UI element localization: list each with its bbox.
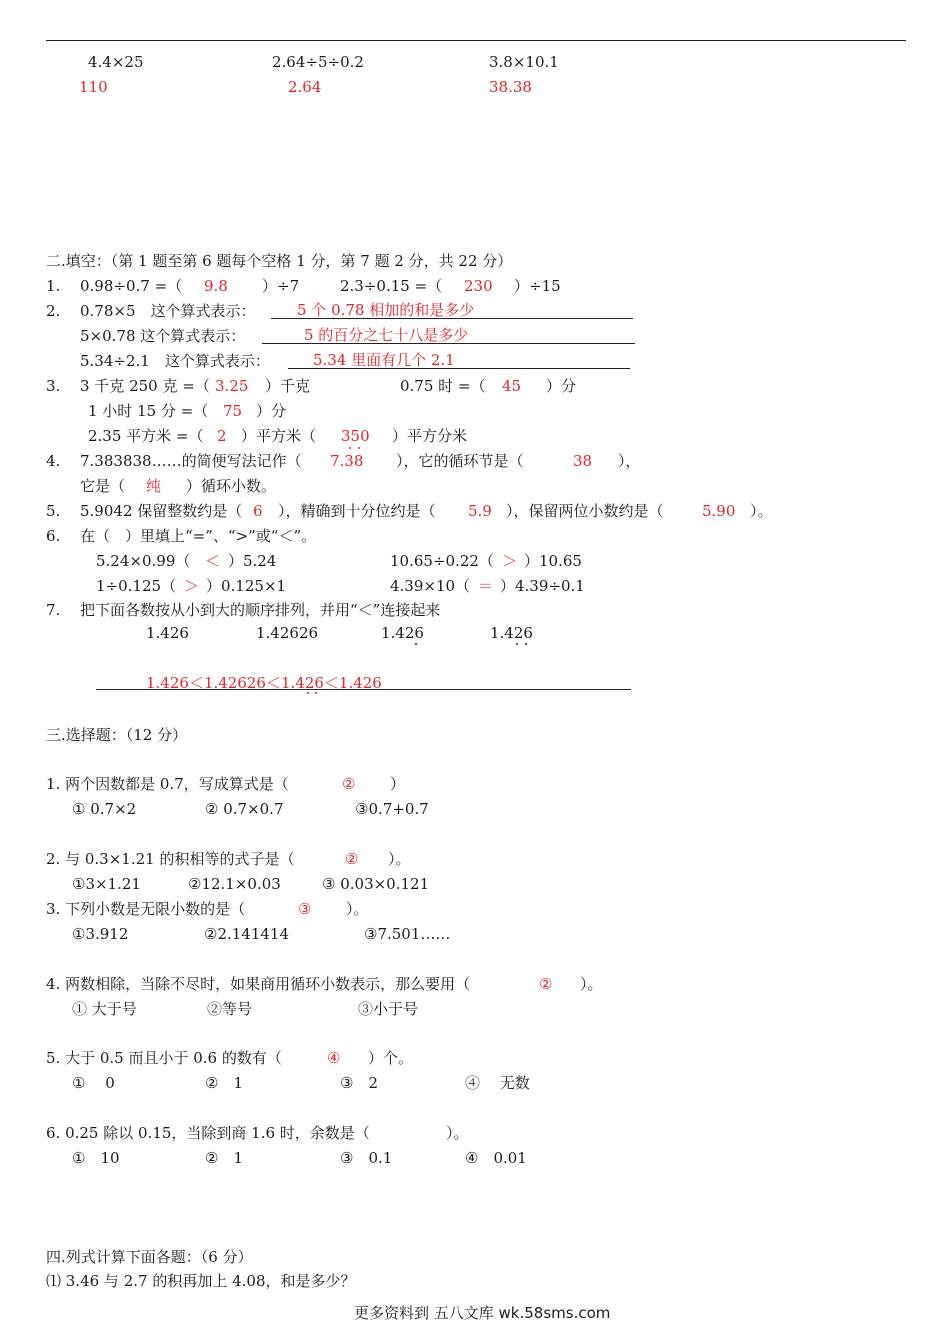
fill-q5-answer-2: 5.9: [468, 502, 492, 520]
choice-q2-option-3: ③ 0.03×0.121: [322, 875, 430, 893]
fill-q6-r2b-end: ）4.39÷0.1: [500, 577, 585, 595]
calc-1-answer: 110: [79, 78, 108, 96]
fill-q4-b-end: ）循环小数。: [186, 477, 277, 495]
fill-q6-r2b-text: 4.39×10（: [390, 577, 471, 595]
fill-q5-end: ）。: [750, 502, 773, 520]
choice-q6-text: 6. 0.25 除以 0.15，当除到商 1.6 时，余数是（: [46, 1124, 370, 1142]
fill-q1-a-text: 0.98÷0.7 =（: [80, 277, 183, 295]
calc-2-answer: 2.64: [288, 78, 322, 96]
fill-q6-r1a-text: 5.24×0.99（: [96, 552, 191, 570]
fill-q3-a-text: 3 千克 250 克 =（: [80, 377, 210, 395]
section-2-title: 二.填空：（第 1 题至第 6 题每个空格 1 分，第 7 题 2 分，共 22 分）: [46, 252, 513, 270]
choice-q3-text: 3. 下列小数是无限小数的是（: [46, 900, 246, 918]
fill-q6-r1a-answer: ＜: [205, 552, 221, 570]
choice-q1-answer: ②: [342, 775, 356, 793]
fill-q7-number-3-repeat-dot: [415, 643, 417, 645]
fill-q7-number-1: 1.426: [146, 624, 189, 642]
fill-q7-number-4: 1.426: [490, 624, 533, 642]
fill-q1-number: 1.: [46, 277, 61, 295]
fill-q3-c-text: 1 小时 15 分 =（: [88, 402, 209, 420]
choice-q4-option-2: ②等号: [207, 1000, 253, 1018]
choice-q5-text: 5. 大于 0.5 而且小于 0.6 的数有（: [46, 1049, 282, 1067]
choice-q5-end: ）个。: [368, 1049, 414, 1067]
fill-q2-line1-underline: [271, 318, 633, 319]
calc-3-answer: 38.38: [489, 78, 532, 96]
choice-q2-answer: ②: [345, 850, 359, 868]
fill-q5-mid-2: ），保留两位小数约是（: [506, 502, 664, 520]
fill-q1-a-answer: 9.8: [204, 277, 228, 295]
fill-q7-answer: 1.426＜1.42626＜1.426＜1.426: [146, 674, 382, 692]
choice-q5-option-3: ③ 2: [340, 1074, 378, 1092]
choice-q3-option-2: ②2.141414: [204, 925, 290, 943]
choice-q4-end: ）。: [580, 975, 603, 993]
fill-q1-b-text: 2.3÷0.15 =（: [340, 277, 443, 295]
choice-q2-option-1: ①3×1.21: [72, 875, 141, 893]
fill-q3-a-answer: 3.25: [215, 377, 249, 395]
fill-q2-line3-text: 5.34÷2.1 这个算式表示：: [80, 352, 270, 370]
fill-q3-d-answer-2: 350: [341, 427, 370, 445]
fill-q2-line2-text: 5×0.78 这个算式表示：: [80, 327, 246, 345]
fill-q3-a-end: ）千克: [265, 377, 311, 395]
choice-q1-text: 1. 两个因数都是 0.7，写成算式是（: [46, 775, 289, 793]
fill-q4-a-answer-1: 7.38: [330, 452, 364, 470]
fill-q2-line3-underline: [288, 368, 630, 369]
fill-q4-repeat-dot-2: [358, 447, 360, 449]
choice-q3-end: ）。: [346, 900, 369, 918]
fill-q2-line1-text: 0.78×5 这个算式表示：: [80, 302, 256, 320]
fill-q7-number-4-repeat-dot-2: [525, 643, 527, 645]
fill-q4-a-end: ），: [618, 452, 641, 470]
choice-q2-option-2: ②12.1×0.03: [188, 875, 281, 893]
choice-q6-option-2: ② 1: [205, 1149, 243, 1167]
fill-q6-r1b-answer: ＞: [502, 552, 518, 570]
fill-q4-repeat-dot-1: [349, 447, 351, 449]
choice-q6-option-1: ① 10: [72, 1149, 120, 1167]
fill-q4-b-text: 它是（: [80, 477, 126, 495]
fill-q4-a-mid: ），它的循环节是（: [396, 452, 524, 470]
section-4-title: 四.列式计算下面各题：（6 分）: [46, 1248, 253, 1266]
choice-q1-option-2: ② 0.7×0.7: [205, 800, 284, 818]
fill-q4-a-answer-2: 38: [573, 452, 593, 470]
choice-q4-text: 4. 两数相除，当除不尽时，如果商用循环小数表示，那么要用（: [46, 975, 471, 993]
fill-q6-r2a-end: ）0.125×1: [206, 577, 287, 595]
fill-q6-r2a-text: 1÷0.125（: [96, 577, 177, 595]
fill-q7-number-3: 1.426: [381, 624, 424, 642]
fill-q5-answer-1: 6: [253, 502, 263, 520]
fill-q6-r2a-answer: ＞: [184, 577, 200, 595]
fill-q2-line3-answer: 5.34 里面有几个 2.1: [313, 351, 455, 369]
fill-q3-d-mid: ）平方米（: [241, 427, 317, 445]
fill-q5-number: 5.: [46, 502, 61, 520]
fill-q1-b-answer: 230: [464, 277, 493, 295]
fill-q1-a-end: ）÷7: [262, 277, 300, 295]
choice-q4-option-1: ① 大于号: [72, 1000, 137, 1018]
choice-q1-end: ）: [390, 775, 406, 793]
fill-q6-text: 在（ ）里填上“=”、“>”或“＜”。: [80, 527, 317, 545]
choice-q1-option-1: ① 0.7×2: [72, 800, 137, 818]
footer-text: 更多资料到 五八文库 wk.58sms.com: [354, 1304, 611, 1322]
choice-q3-option-3: ③7.501……: [364, 925, 451, 943]
fill-q7-text: 把下面各数按从小到大的顺序排列，并用“＜”连接起来: [80, 601, 441, 619]
choice-q2-end: ）。: [388, 850, 411, 868]
choice-q6-option-4: ④ 0.01: [465, 1149, 527, 1167]
fill-q3-c-answer: 75: [223, 402, 243, 420]
calc-1-expression: 4.4×25: [88, 53, 144, 71]
fill-q2-number: 2.: [46, 302, 61, 320]
fill-q7-number-4-repeat-dot-1: [516, 643, 518, 645]
fill-q2-line1-answer: 5 个 0.78 相加的和是多少: [297, 301, 475, 319]
choice-q6-end: ）。: [446, 1124, 469, 1142]
fill-q3-number: 3.: [46, 377, 61, 395]
fill-q3-d-answer-1: 2: [217, 427, 227, 445]
fill-q4-b-answer: 纯: [146, 477, 162, 495]
fill-q7-answer-repeat-dot-1: [307, 692, 309, 694]
choice-q5-option-1: ① 0: [72, 1074, 115, 1092]
fill-q3-c-end: ）分: [256, 402, 287, 420]
fill-q5-mid-1: ），精确到十分位约是（: [278, 502, 436, 520]
choice-q4-option-3: ③小于号: [358, 1000, 419, 1018]
fill-q3-b-end: ）分: [546, 377, 577, 395]
fill-q2-line2-answer: 5 的百分之七十八是多少: [304, 326, 469, 344]
fill-q7-number-2: 1.42626: [256, 624, 319, 642]
fill-q4-a-text: 7.383838……的简便写法记作（: [80, 452, 302, 470]
choice-q5-option-2: ② 1: [205, 1074, 243, 1092]
fill-q3-d-end: ）平方分米: [392, 427, 468, 445]
fill-q5-answer-3: 5.90: [702, 502, 736, 520]
fill-q7-answer-underline: [96, 689, 631, 690]
section-3-title: 三.选择题：（12 分）: [46, 726, 188, 744]
calc-3-expression: 3.8×10.1: [489, 53, 559, 71]
choice-q2-text: 2. 与 0.3×1.21 的积相等的式子是（: [46, 850, 295, 868]
choice-q3-answer: ③: [298, 900, 312, 918]
fill-q5-a-text: 5.9042 保留整数约是（: [80, 502, 243, 520]
choice-q6-option-3: ③ 0.1: [340, 1149, 393, 1167]
fill-q7-answer-repeat-dot-2: [315, 692, 317, 694]
choice-q4-answer: ②: [539, 975, 553, 993]
top-rule: [46, 40, 906, 41]
choice-q5-answer: ④: [327, 1049, 341, 1067]
choice-q5-option-4: ④ 无数: [465, 1074, 530, 1092]
fill-q3-d-text: 2.35 平方米 =（: [88, 427, 204, 445]
fill-q6-r1b-end: ）10.65: [524, 552, 582, 570]
fill-q3-b-text: 0.75 时 =（: [400, 377, 486, 395]
fill-q6-number: 6.: [46, 527, 61, 545]
calc-2-expression: 2.64÷5÷0.2: [272, 53, 364, 71]
choice-q3-option-1: ①3.912: [72, 925, 129, 943]
fill-q2-line2-underline: [262, 343, 635, 344]
fill-q6-r1b-text: 10.65÷0.22（: [390, 552, 494, 570]
fill-q6-r2b-answer: ＝: [478, 577, 494, 595]
calc-word-q1: ⑴ 3.46 与 2.7 的积再加上 4.08，和是多少？: [46, 1272, 356, 1290]
fill-q1-b-end: ）÷15: [514, 277, 561, 295]
fill-q6-r1a-end: ）5.24: [228, 552, 277, 570]
fill-q3-b-answer: 45: [502, 377, 522, 395]
fill-q7-number: 7.: [46, 601, 61, 619]
choice-q1-option-3: ③0.7+0.7: [355, 800, 429, 818]
fill-q4-number: 4.: [46, 452, 61, 470]
